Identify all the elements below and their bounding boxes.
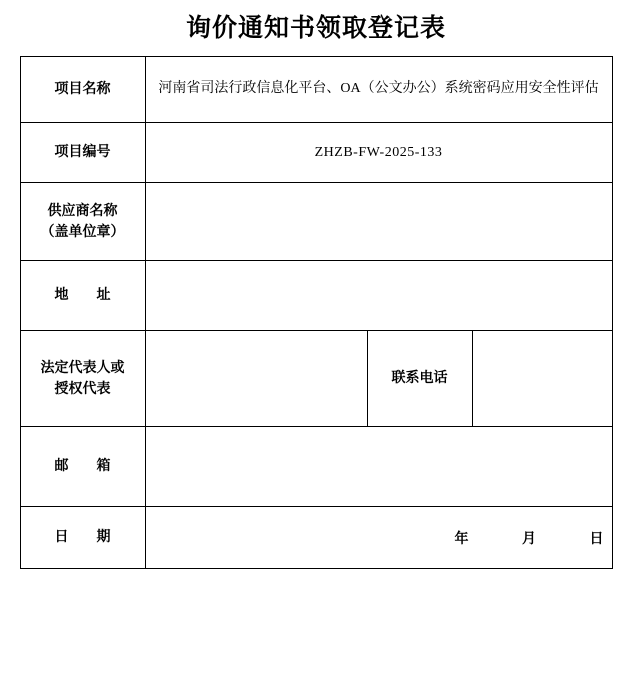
row-value-supplier-name[interactable] <box>145 183 612 261</box>
legal-rep-label-line1: 法定代表人或 <box>40 360 125 376</box>
row-value-email[interactable] <box>145 427 612 507</box>
legal-rep-label-line2: 授权代表 <box>54 381 111 397</box>
row-label-project-name: 项目名称 <box>20 57 145 123</box>
page-title: 询价通知书领取登记表 <box>185 15 446 42</box>
date-month-marker: 月 <box>522 531 538 547</box>
supplier-label-line1: 供应商名称 <box>47 203 118 219</box>
table-row <box>20 331 612 427</box>
date-day-marker: 日 <box>589 531 606 547</box>
date-year-marker: 年 <box>454 531 471 547</box>
row-label-email: 邮 箱 <box>20 427 145 507</box>
table-row <box>20 183 612 261</box>
row-value-legal-representative[interactable] <box>145 331 367 427</box>
supplier-label-line2: （盖单位章） <box>40 224 125 240</box>
table-row <box>20 427 612 507</box>
row-value-contact-phone[interactable] <box>472 331 612 427</box>
table-row <box>20 507 612 569</box>
row-value-project-name[interactable]: 河南省司法行政信息化平台、OA（公文办公）系统密码应用安全性评估 <box>145 57 612 123</box>
row-label-supplier-name <box>20 183 145 261</box>
registration-form-table <box>20 56 613 569</box>
table-row <box>20 123 612 183</box>
table-row <box>20 57 612 123</box>
row-label-date: 日 期 <box>20 507 145 569</box>
row-label-address: 地 址 <box>20 261 145 331</box>
row-label-project-number: 项目编号 <box>20 123 145 183</box>
row-value-project-number[interactable]: ZHZB-FW-2025-133 <box>145 123 612 183</box>
row-value-address[interactable] <box>145 261 612 331</box>
row-label-legal-representative <box>20 331 145 427</box>
table-row <box>20 261 612 331</box>
row-label-contact-phone: 联系电话 <box>367 331 472 427</box>
row-value-date[interactable] <box>145 507 612 569</box>
